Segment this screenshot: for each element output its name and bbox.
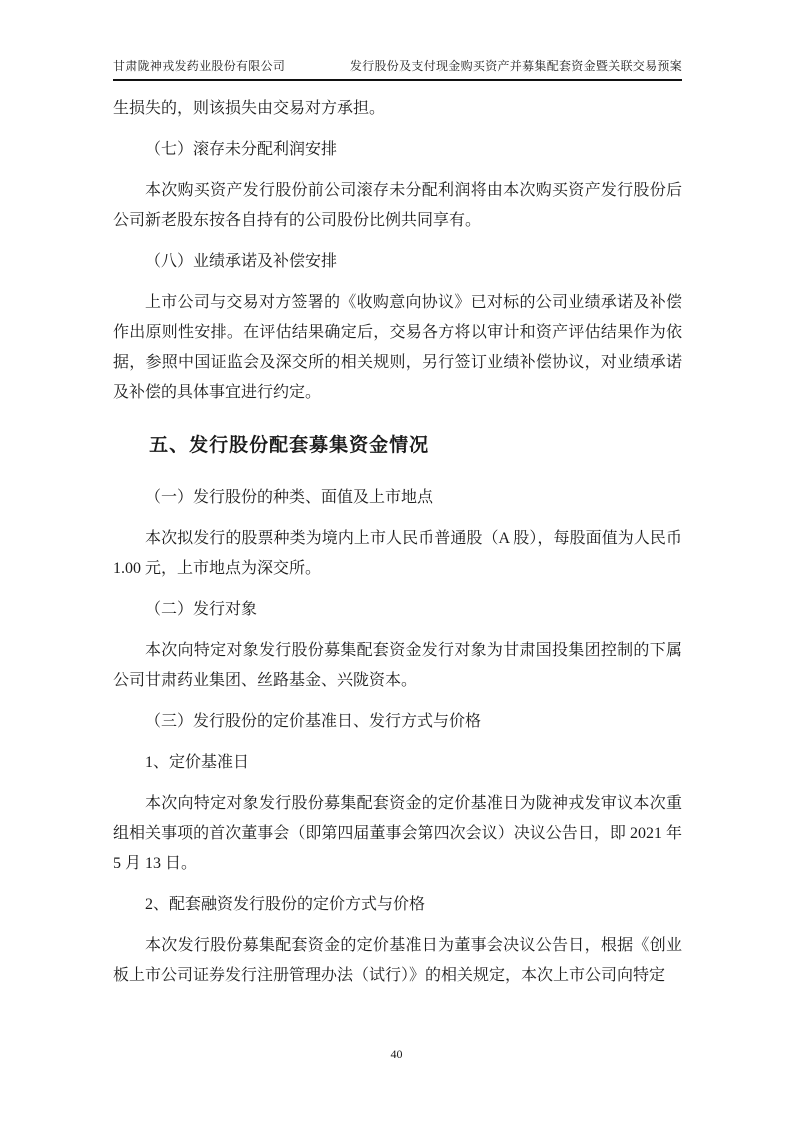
page-footer <box>0 1047 793 1062</box>
sub-heading-2: （二）发行对象 <box>145 601 258 618</box>
sub-heading-1: （一）发行股份的种类、面值及上市地点 <box>145 489 434 506</box>
header-doc-title: 发行股份及支付现金购买资产并募集配套资金暨关联交易预案 <box>349 59 682 73</box>
paragraph: 本次拟发行的股票种类为境内上市人民币普通股（A 股），每股面值为人民币 1.00 元，上市地点为深交所。 <box>113 530 682 577</box>
document-body <box>113 94 682 1002</box>
paragraph: 本次发行股份募集配套资金的定价基准日为董事会决议公告日，根据《创业板上市公司证券发行注册管理办法（试行）》的相关规定，本次上市公司向特定 <box>113 937 682 984</box>
header-company-name: 甘肃陇神戎发药业股份有限公司 <box>113 59 286 73</box>
paragraph: 本次向特定对象发行股份募集配套资金发行对象为甘肃国投集团控制的下属公司甘肃药业集团、丝路基金、兴陇资本。 <box>113 642 682 689</box>
sub-heading-8: （八）业绩承诺及补偿安排 <box>145 253 338 270</box>
section-heading-5: 五、发行股份配套募集资金情况 <box>149 435 430 456</box>
page-number: 40 <box>390 1047 403 1061</box>
page-header <box>113 57 682 81</box>
paragraph: 上市公司与交易对方签署的《收购意向协议》已对标的公司业绩承诺及补偿作出原则性安排。在评估结果确定后，交易各方将以审计和资产评估结果作为依据，参照中国证监会及深交所的相关规则，另行签订业绩补偿协议，对业绩承诺及补偿的具体事宜进行约定。 <box>113 294 682 401</box>
numbered-heading-2: 2、配套融资发行股份的定价方式与价格 <box>145 896 426 913</box>
paragraph: 本次向特定对象发行股份募集配套资金的定价基准日为陇神戎发审议本次重组相关事项的首次董事会（即第四届董事会第四次会议）决议公告日，即 2021 年 5 月 13 日。 <box>113 795 682 872</box>
paragraph: 本次购买资产发行股份前公司滚存未分配利润将由本次购买资产发行股份后公司新老股东按各自持有的公司股份比例共同享有。 <box>113 182 682 229</box>
paragraph-continuation: 生损失的，则该损失由交易对方承担。 <box>113 100 386 117</box>
numbered-heading-1: 1、定价基准日 <box>145 754 250 771</box>
sub-heading-3: （三）发行股份的定价基准日、发行方式与价格 <box>145 713 482 730</box>
sub-heading-7: （七）滚存未分配利润安排 <box>145 141 338 158</box>
